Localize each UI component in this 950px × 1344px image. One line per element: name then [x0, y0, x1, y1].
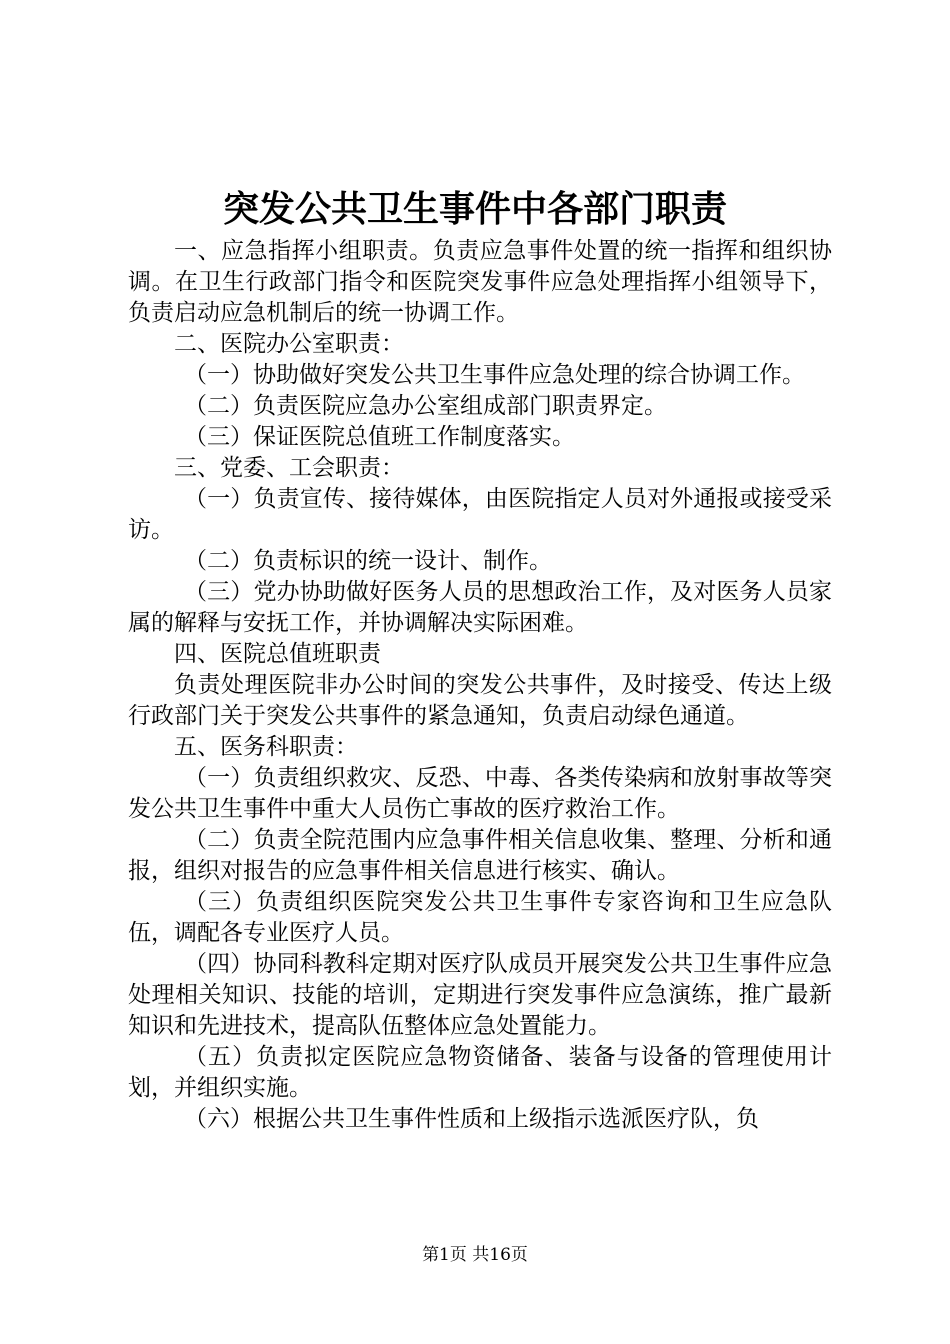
paragraph: （五）负责拟定医院应急物资储备、装备与设备的管理使用计划，并组织实施。	[128, 1044, 832, 1101]
paragraph: 一、应急指挥小组职责。负责应急事件处置的统一指挥和组织协调。在卫生行政部门指令和医院突发事件应急处理指挥小组领导下，负责启动应急机制后的统一协调工作。	[128, 238, 832, 326]
page-footer: 第1页 共16页	[422, 1245, 528, 1265]
paragraph: （六）根据公共卫生事件性质和上级指示选派医疗队，负	[184, 1106, 759, 1132]
paragraph: （三）负责组织医院突发公共卫生事件专家咨询和卫生应急队伍，调配各专业医疗人员。	[128, 889, 832, 946]
paragraph: 负责处理医院非办公时间的突发公共事件，及时接受、传达上级行政部门关于突发公共事件的紧急通知，负责启动绿色通道。	[128, 672, 832, 729]
paragraph: （一）协助做好突发公共卫生事件应急处理的综合协调工作。	[184, 362, 805, 388]
document-body	[128, 236, 832, 1135]
paragraph: （一）负责宣传、接待媒体，由医院指定人员对外通报或接受采访。	[128, 486, 832, 543]
page-title: 突发公共卫生事件中各部门职责	[222, 188, 727, 230]
section-heading: 五、医务科职责：	[174, 734, 358, 760]
section-heading: 三、党委、工会职责：	[174, 455, 404, 481]
paragraph: （二）负责标识的统一设计、制作。	[184, 548, 552, 574]
paragraph: （四）协同科教科定期对医疗队成员开展突发公共卫生事件应急处理相关知识、技能的培训，定期进行突发事件应急演练，推广最新知识和先进技术，提高队伍整体应急处置能力。	[128, 951, 832, 1039]
paragraph: （二）负责全院范围内应急事件相关信息收集、整理、分析和通报，组织对报告的应急事件相关信息进行核实、确认。	[128, 827, 832, 884]
section-heading: 四、医院总值班职责	[174, 641, 381, 667]
paragraph: （三）保证医院总值班工作制度落实。	[184, 424, 575, 450]
paragraph: （三）党办协助做好医务人员的思想政治工作，及对医务人员家属的解释与安抚工作，并协调解决实际困难。	[128, 579, 832, 636]
paragraph: （二）负责医院应急办公室组成部门职责界定。	[184, 393, 667, 419]
paragraph: （一）负责组织救灾、反恐、中毒、各类传染病和放射事故等突发公共卫生事件中重大人员伤亡事故的医疗救治工作。	[128, 765, 832, 822]
section-heading: 二、医院办公室职责：	[174, 331, 404, 357]
